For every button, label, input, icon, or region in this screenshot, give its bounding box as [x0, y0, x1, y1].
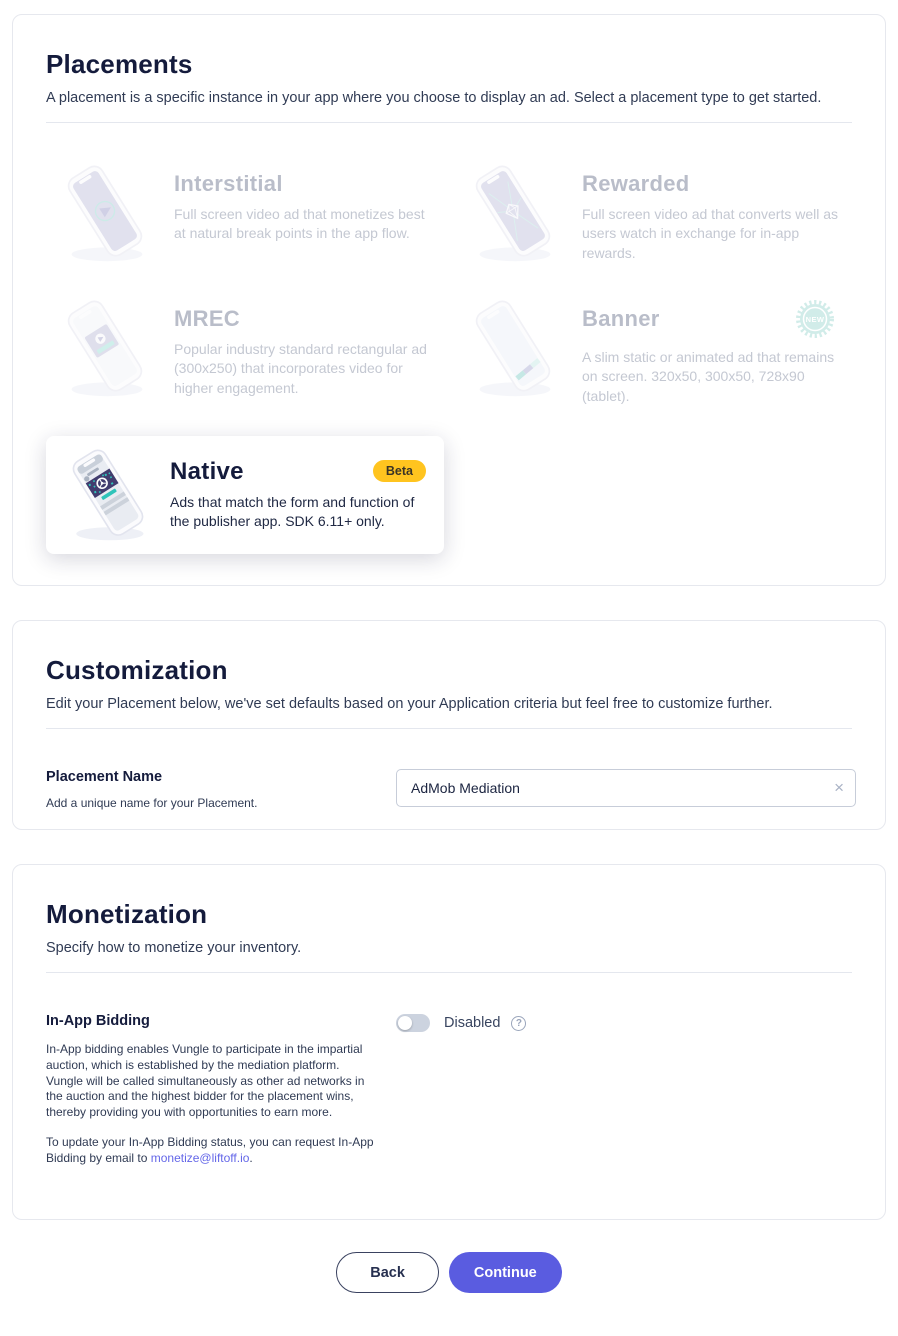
option-title-banner: Banner: [582, 306, 660, 331]
monetization-title: Monetization: [46, 899, 208, 929]
in-app-bidding-description: In-App bidding enables Vungle to participate in the impartial auction, which is established by the mediation platform. Vungle will be called simultaneously as other ad networks in the auction and the highest bidder for the placement wins, thereby providing you with opportunities to earn more.: [46, 1042, 365, 1120]
placement-name-input[interactable]: [396, 769, 856, 807]
divider: [46, 972, 852, 973]
placement-name-label: Placement Name: [46, 769, 163, 785]
back-button[interactable]: Back: [336, 1252, 439, 1293]
clear-input-icon[interactable]: ×: [834, 778, 844, 797]
toggle-knob: [398, 1016, 412, 1030]
option-title-interstitial: Interstitial: [174, 171, 283, 196]
in-app-bidding-request-text: To update your In-App Bidding status, you can request In-App Bidding by email to monetize@liftoff.io.: [46, 1135, 374, 1165]
option-title-mrec: MREC: [174, 306, 240, 331]
in-app-bidding-state: Disabled: [444, 1015, 501, 1031]
native-phone-illustration: [52, 446, 164, 544]
monetize-email-link[interactable]: monetize@liftoff.io: [150, 1150, 250, 1165]
divider: [46, 122, 852, 123]
new-badge-icon: [794, 298, 836, 340]
monetization-section: [12, 864, 886, 1220]
option-desc-interstitial: Full screen video ad that monetizes best at natural break points in the app flow.: [174, 206, 425, 242]
placement-name-field-row: [46, 769, 852, 810]
customization-section: [12, 620, 886, 830]
option-title-native: Native: [170, 458, 244, 486]
option-desc-banner: A slim static or animated ad that remains on screen. 320x50, 300x50, 728x90 (tablet).: [582, 349, 835, 404]
divider: [46, 728, 852, 729]
in-app-bidding-label: In-App Bidding: [46, 1013, 150, 1029]
wizard-footer: [0, 1252, 898, 1293]
placements-section: [12, 14, 886, 586]
mrec-phone-illustration: [46, 296, 164, 401]
customization-title: Customization: [46, 655, 228, 685]
placement-option-interstitial[interactable]: [46, 161, 444, 266]
interstitial-phone-illustration: [46, 161, 164, 266]
in-app-bidding-toggle[interactable]: [396, 1014, 430, 1032]
option-desc-native: Ads that match the form and function of the publisher app. SDK 6.11+ only.: [170, 494, 415, 530]
placement-option-mrec[interactable]: [46, 296, 444, 406]
help-icon[interactable]: ?: [511, 1016, 526, 1031]
option-title-rewarded: Rewarded: [582, 171, 690, 196]
banner-phone-illustration: [454, 296, 572, 401]
placement-option-banner[interactable]: [454, 296, 852, 406]
monetization-subtitle: Specify how to monetize your inventory.: [46, 940, 302, 956]
placement-options-grid: [46, 161, 852, 554]
rewarded-phone-illustration: [454, 161, 572, 266]
placements-title: Placements: [46, 49, 193, 79]
customization-subtitle: Edit your Placement below, we've set defaults based on your Application criteria but feel free to customize further.: [46, 696, 773, 712]
beta-badge: Beta: [373, 460, 426, 482]
continue-button[interactable]: Continue: [449, 1252, 562, 1293]
in-app-bidding-row: [46, 1013, 852, 1167]
placement-name-help: Add a unique name for your Placement.: [46, 796, 258, 810]
placements-subtitle: A placement is a specific instance in your app where you choose to display an ad. Select a placement type to get started.: [46, 90, 822, 106]
placement-option-native-selected[interactable]: [46, 436, 444, 554]
new-badge-label: NEW: [805, 315, 825, 324]
option-desc-mrec: Popular industry standard rectangular ad (300x250) that incorporates video for higher engagement.: [174, 341, 427, 396]
option-desc-rewarded: Full screen video ad that converts well as users watch in exchange for in-app rewards.: [582, 206, 839, 261]
placement-option-rewarded[interactable]: [454, 161, 852, 266]
